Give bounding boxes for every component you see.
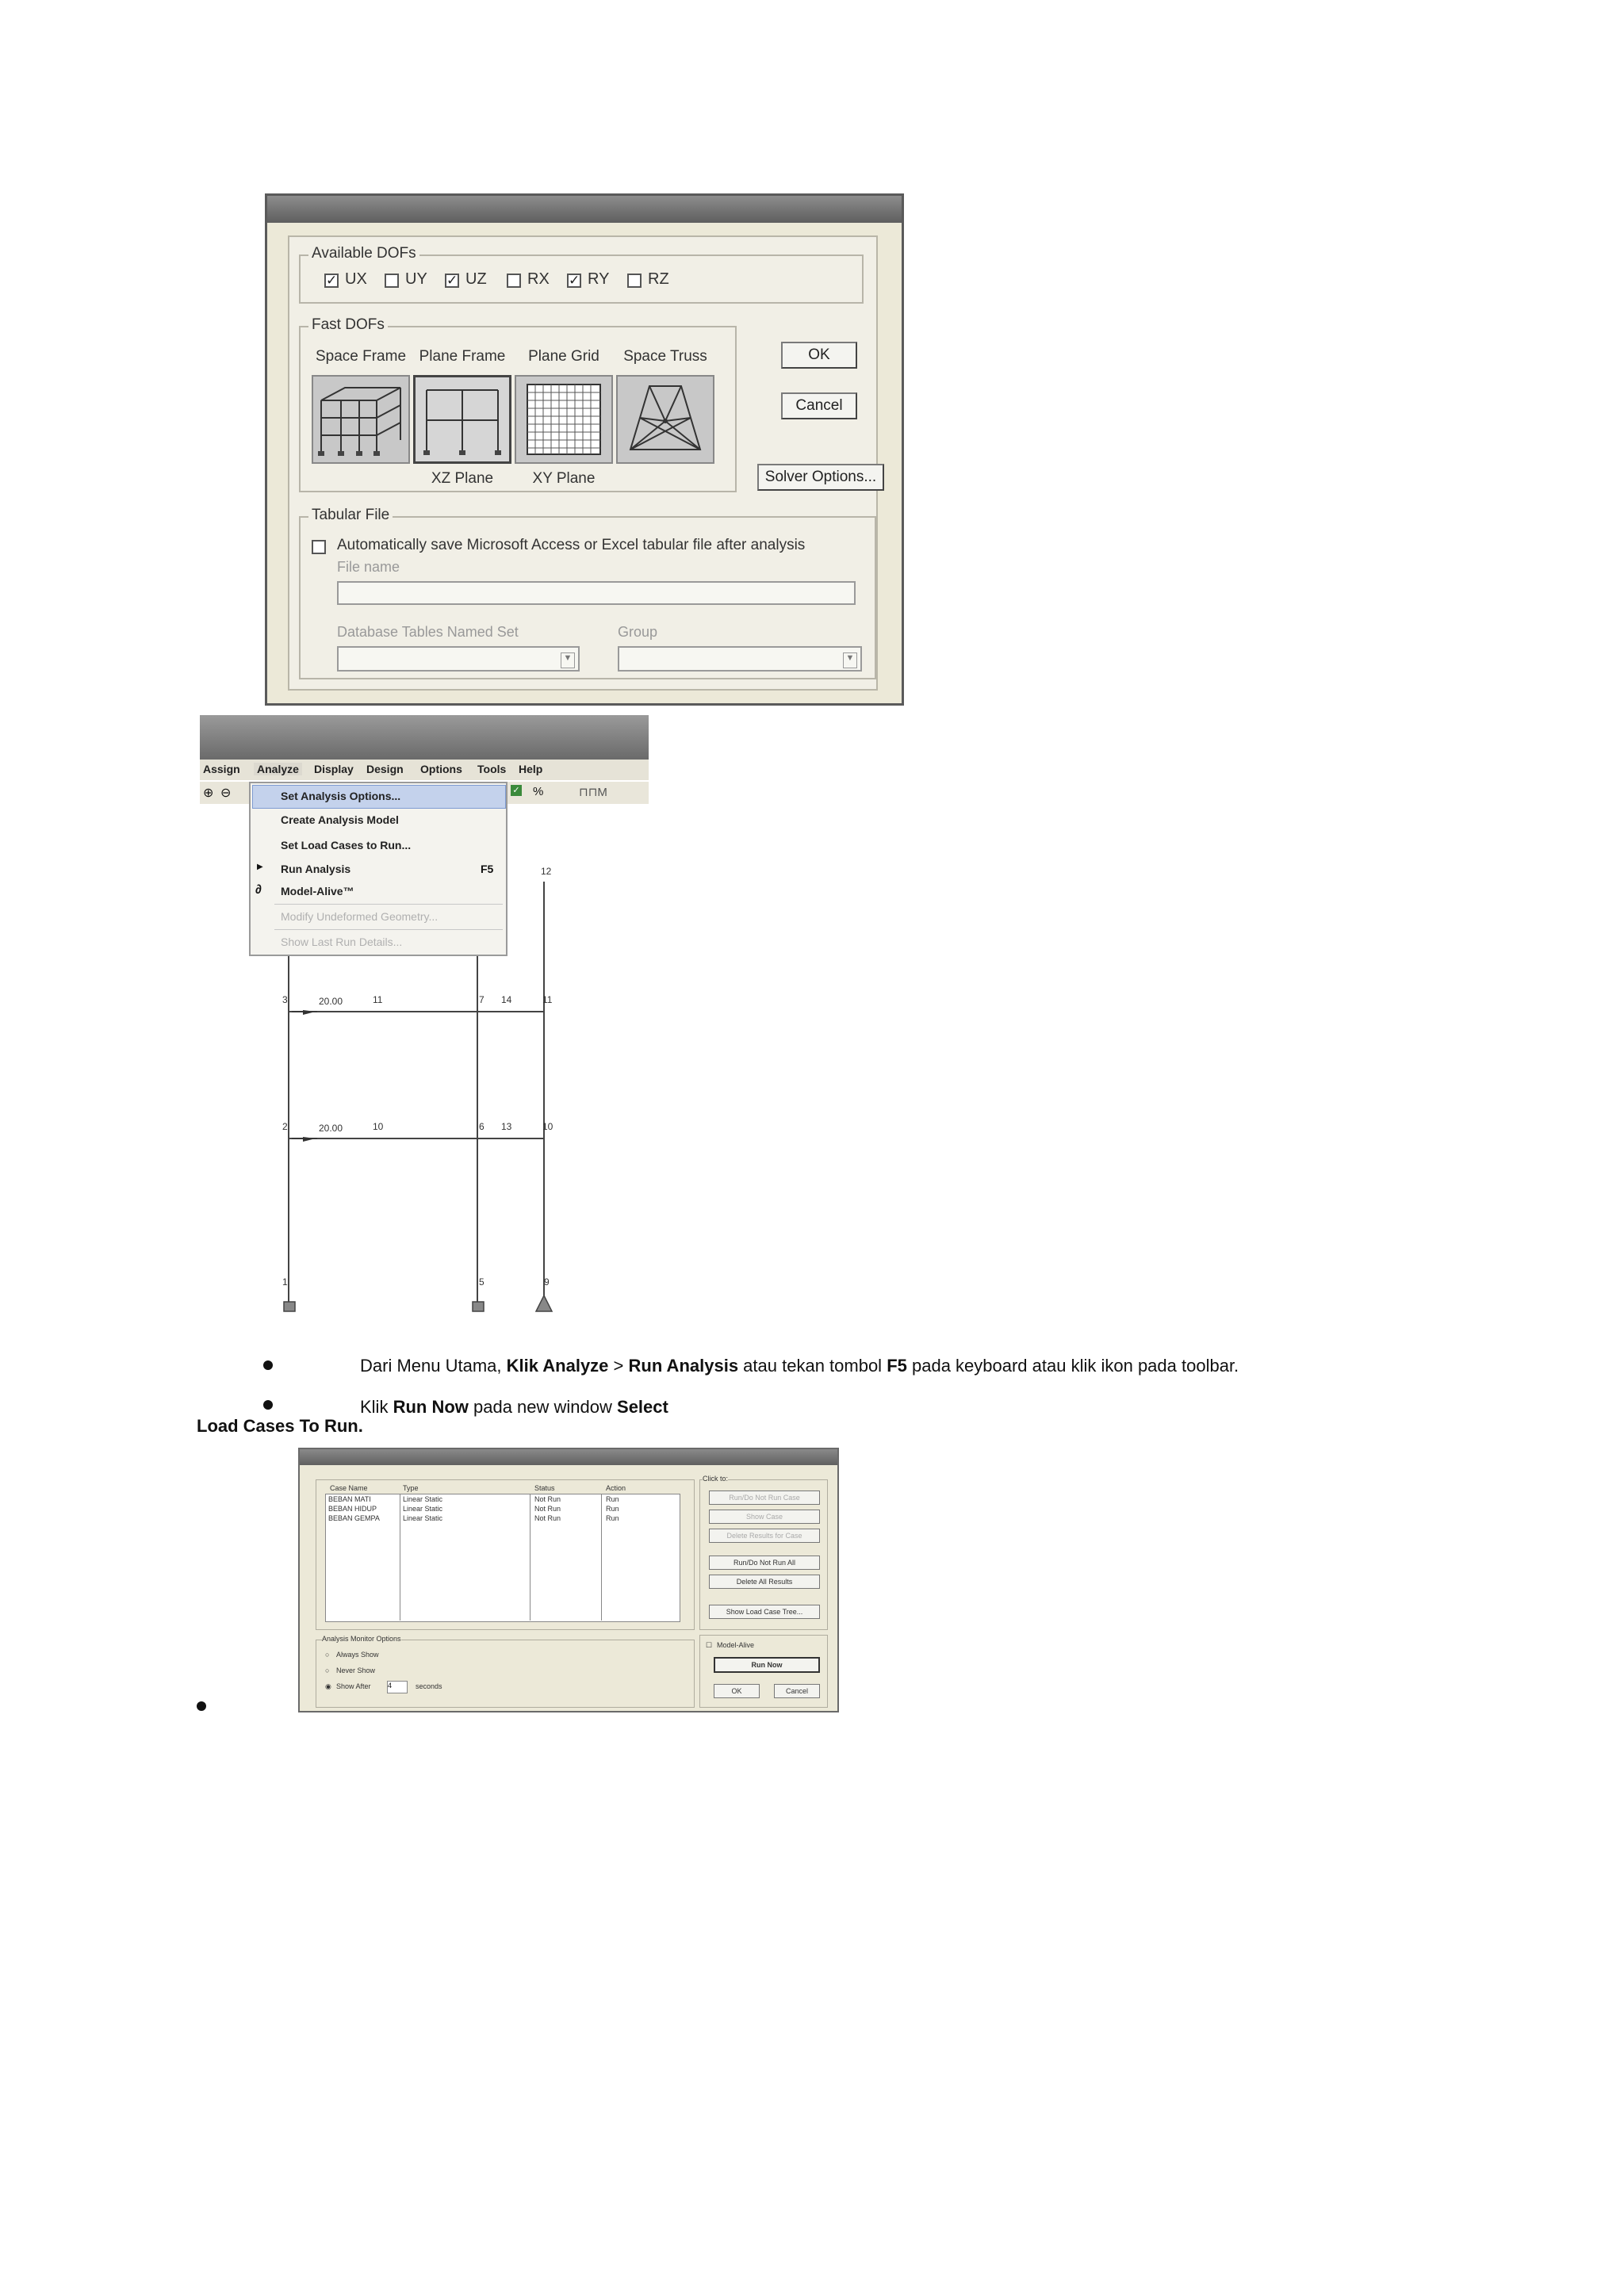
bullet-icon — [197, 1701, 206, 1711]
zoom-out-icon[interactable]: ⊖ — [220, 786, 232, 800]
instruction-step-2 — [360, 1397, 668, 1418]
space-truss-icon — [618, 377, 713, 462]
dof-ux-checkbox[interactable]: ✓ — [326, 273, 338, 288]
radio-icon[interactable]: ○ — [325, 1651, 330, 1659]
db-tables-label: Database Tables Named Set — [337, 624, 519, 640]
radio-selected-icon[interactable]: ◉ — [325, 1682, 331, 1690]
run-do-not-run-all-button[interactable]: Run/Do Not Run All — [709, 1556, 820, 1570]
table-row: Linear Static — [403, 1495, 443, 1503]
dof-rz-label: RZ — [648, 270, 669, 288]
bullet-icon — [263, 1360, 273, 1370]
dof-ux-label: UX — [345, 270, 367, 288]
db-tables-dropdown[interactable] — [337, 646, 580, 672]
click-to-label: Click to: — [703, 1475, 729, 1483]
table-row[interactable]: BEBAN MATI — [328, 1495, 371, 1503]
col-divider — [601, 1494, 602, 1621]
space-frame-label: Space Frame — [315, 348, 407, 365]
node-label: 11 — [373, 994, 383, 1005]
table-row: Not Run — [534, 1505, 561, 1513]
solver-options-button[interactable]: Solver Options... — [757, 464, 884, 491]
dof-ry-label: RY — [588, 270, 610, 288]
run-do-not-run-case-button[interactable]: Run/Do Not Run Case — [709, 1490, 820, 1505]
col-type: Type — [403, 1484, 419, 1492]
plane-grid-button[interactable] — [515, 375, 613, 464]
text-bold: Load Cases To Run. — [197, 1416, 363, 1436]
instruction-step-1 — [360, 1356, 1239, 1376]
text-bold: Klik Analyze — [506, 1356, 609, 1376]
dialog-client-area — [288, 235, 878, 691]
menu-separator — [274, 904, 503, 905]
table-row: Not Run — [534, 1514, 561, 1522]
fast-dofs-group — [299, 316, 737, 492]
menu-help[interactable]: Help — [519, 763, 543, 775]
node-label: 9 — [544, 1276, 550, 1288]
analysis-options-dialog — [265, 193, 904, 706]
analyze-dropdown-menu — [249, 782, 508, 956]
load-label: 20.00 — [319, 1123, 343, 1134]
load-label: 20.00 — [319, 996, 343, 1007]
node-label: 6 — [479, 1121, 485, 1132]
always-show-label: Always Show — [336, 1651, 379, 1659]
run-now-button[interactable]: Run Now — [714, 1657, 820, 1673]
chevron-down-icon: ▼ — [843, 652, 857, 668]
node-label: 10 — [542, 1121, 553, 1132]
node-label: 11 — [542, 994, 553, 1005]
dof-uy-label: UY — [405, 270, 427, 288]
menu-item-model-alive[interactable]: Model-Alive™ — [281, 885, 354, 897]
plane-frame-button[interactable] — [413, 375, 511, 464]
show-after-label: Show After — [336, 1682, 371, 1690]
text-bold: Run Analysis — [628, 1356, 739, 1376]
menu-options[interactable]: Options — [420, 763, 462, 775]
frame-icons[interactable]: ⊓⊓M — [579, 786, 607, 799]
file-name-input[interactable] — [337, 581, 856, 605]
zoom-in-icon[interactable]: ⊕ — [203, 786, 214, 800]
monitor-options-label: Analysis Monitor Options — [322, 1635, 401, 1643]
dof-rz-checkbox[interactable] — [627, 274, 642, 288]
menu-item-create-analysis-model[interactable]: Create Analysis Model — [281, 813, 399, 826]
delete-all-results-button[interactable]: Delete All Results — [709, 1575, 820, 1589]
text: Dari Menu Utama, — [360, 1356, 507, 1376]
table-row: Linear Static — [403, 1514, 443, 1522]
model-alive-label: Model-Alive — [717, 1641, 755, 1649]
space-truss-button[interactable] — [616, 375, 714, 464]
text: Klik — [360, 1397, 393, 1417]
menu-item-modify-undeformed-geometry[interactable]: Modify Undeformed Geometry... — [281, 910, 439, 923]
plane-grid-icon — [516, 377, 611, 462]
show-load-case-tree-button[interactable]: Show Load Case Tree... — [709, 1605, 820, 1619]
play-icon: ▶ — [257, 863, 263, 871]
menu-assign[interactable]: Assign — [203, 763, 240, 775]
instruction-step-2-continued — [197, 1416, 363, 1437]
available-dofs-label: Available DOFs — [308, 245, 419, 262]
load-cases-dialog — [298, 1448, 839, 1712]
analyze-menu-screenshot — [200, 715, 649, 1326]
ok-button[interactable]: OK — [781, 342, 857, 369]
ok-button[interactable]: OK — [714, 1684, 760, 1698]
dof-rx-checkbox[interactable] — [507, 274, 521, 288]
plane-grid-label: Plane Grid — [528, 348, 599, 365]
menu-item-set-load-cases[interactable]: Set Load Cases to Run... — [281, 839, 412, 851]
xz-plane-label: XZ Plane — [431, 470, 494, 487]
menu-separator — [274, 929, 503, 930]
xy-plane-label: XY Plane — [532, 470, 596, 487]
text: > — [608, 1356, 629, 1376]
radio-icon[interactable]: ○ — [325, 1667, 330, 1674]
text-bold: Run Now — [393, 1397, 469, 1417]
delete-results-case-button[interactable]: Delete Results for Case — [709, 1529, 820, 1543]
run-analysis-shortcut: F5 — [481, 863, 494, 875]
space-frame-button[interactable] — [312, 375, 410, 464]
menu-item-show-last-run-details[interactable]: Show Last Run Details... — [281, 936, 403, 948]
text-bold: Select — [617, 1397, 668, 1417]
autosave-checkbox[interactable] — [312, 540, 326, 554]
dialog-titlebar — [300, 1449, 837, 1465]
menu-design[interactable]: Design — [366, 763, 404, 775]
table-row: Linear Static — [403, 1505, 443, 1513]
node-label: 7 — [479, 994, 485, 1005]
seconds-label: seconds — [416, 1682, 442, 1690]
text-bold: F5 — [887, 1356, 907, 1376]
menu-tools[interactable]: Tools — [477, 763, 507, 775]
model-alive-icon: ∂ — [255, 883, 262, 897]
dof-uz-label: UZ — [465, 270, 487, 288]
file-name-label: File name — [337, 559, 400, 575]
dof-uz-checkbox[interactable]: ✓ — [446, 273, 458, 288]
node-label: 12 — [541, 866, 552, 877]
menu-item-run-analysis[interactable]: Run Analysis — [281, 863, 351, 875]
node-label: 13 — [501, 1121, 512, 1132]
table-row: Run — [606, 1495, 619, 1503]
table-row[interactable]: BEBAN GEMPA — [328, 1514, 380, 1522]
node-label: 10 — [373, 1121, 384, 1132]
never-show-label: Never Show — [336, 1667, 376, 1674]
table-row[interactable]: BEBAN HIDUP — [328, 1505, 377, 1513]
node-label: 2 — [282, 1121, 288, 1132]
show-case-button[interactable]: Show Case — [709, 1510, 820, 1524]
dof-rx-label: RX — [527, 270, 550, 288]
tabular-file-label: Tabular File — [308, 507, 393, 524]
tabular-file-group — [299, 507, 876, 679]
space-frame-icon — [313, 377, 408, 462]
node-label: 14 — [501, 994, 512, 1005]
node-label: 1 — [282, 1276, 288, 1288]
col-status: Status — [534, 1484, 555, 1492]
available-dofs-group — [299, 245, 864, 304]
dof-uy-checkbox[interactable] — [385, 274, 399, 288]
group-label: Group — [618, 624, 658, 640]
menu-analyze[interactable]: Analyze — [254, 763, 302, 775]
fast-dofs-label: Fast DOFs — [308, 316, 388, 334]
plane-frame-label: Plane Frame — [419, 348, 506, 365]
group-dropdown[interactable] — [618, 646, 862, 672]
check-icon[interactable]: ✓ — [511, 785, 522, 796]
table-row: Run — [606, 1514, 619, 1522]
node-label: 5 — [479, 1276, 485, 1288]
menu-display[interactable]: Display — [314, 763, 354, 775]
text: atau tekan tombol — [738, 1356, 887, 1376]
percent-icon[interactable]: % — [533, 785, 544, 798]
cases-list[interactable] — [325, 1494, 680, 1622]
plane-frame-icon — [416, 377, 509, 461]
autosave-label: Automatically save Microsoft Access or Excel tabular file after analysis — [337, 537, 806, 553]
bullet-icon — [263, 1400, 273, 1410]
table-row: Not Run — [534, 1495, 561, 1503]
cancel-button[interactable]: Cancel — [774, 1684, 820, 1698]
node-label: 3 — [282, 994, 288, 1005]
space-truss-label: Space Truss — [623, 348, 707, 365]
text: pada new window — [468, 1397, 618, 1417]
table-row: Run — [606, 1505, 619, 1513]
checkbox-icon[interactable]: ☐ — [706, 1641, 713, 1649]
chevron-down-icon: ▼ — [561, 652, 575, 668]
col-case-name: Case Name — [330, 1484, 368, 1492]
dof-ry-checkbox[interactable]: ✓ — [569, 273, 580, 288]
col-action: Action — [606, 1484, 626, 1492]
cancel-button[interactable]: Cancel — [781, 392, 857, 419]
text: pada keyboard atau klik ikon pada toolbar. — [906, 1356, 1239, 1376]
dialog-titlebar — [267, 196, 902, 223]
seconds-input[interactable]: 4 — [387, 1681, 408, 1693]
menu-item-set-analysis-options[interactable]: Set Analysis Options... — [281, 790, 401, 802]
